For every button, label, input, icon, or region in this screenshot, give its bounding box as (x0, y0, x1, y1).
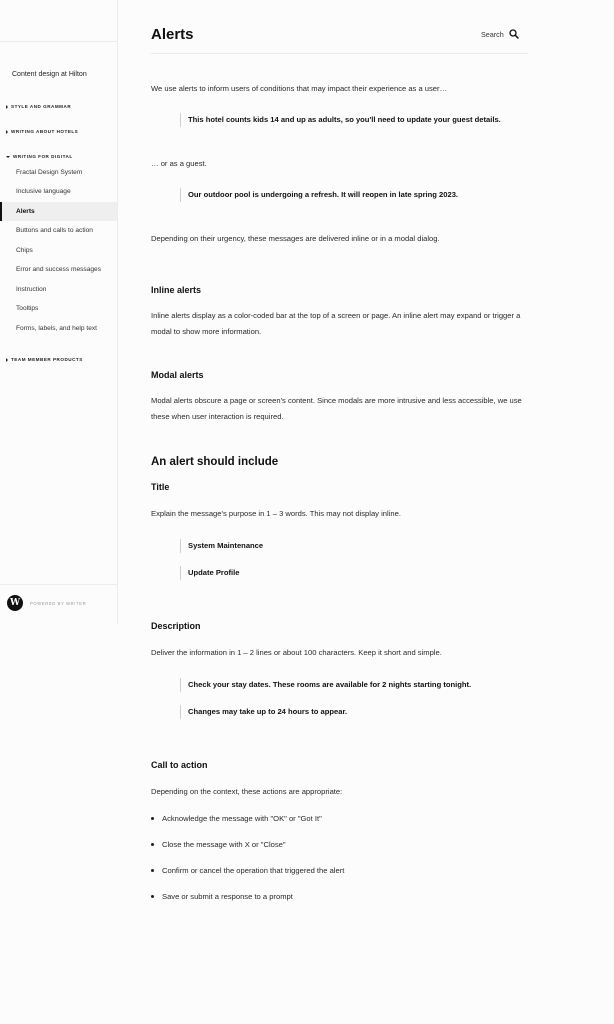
example-quote: This hotel counts kids 14 and up as adults, so you'll need to update your guest details. (180, 113, 501, 127)
example-quote: Changes may take up to 24 hours to appear. (180, 705, 347, 719)
example-quote: Update Profile (180, 566, 239, 580)
sidebar-section-label: WRITING ABOUT HOTELS (11, 129, 79, 134)
sidebar-item-fractal-design-system[interactable]: Fractal Design System (16, 169, 83, 176)
caret-down-icon (6, 156, 10, 158)
sidebar-item-buttons-cta[interactable]: Buttons and calls to action (16, 227, 93, 234)
sidebar-item-error-success[interactable]: Error and success messages (16, 266, 102, 273)
intro-text: We use alerts to inform users of conditions that may impact their experience as a user… (151, 84, 448, 93)
sidebar-top-divider (0, 41, 118, 42)
example-quote: Check your stay dates. These rooms are available for 2 nights starting tonight. (180, 678, 471, 692)
list-item-text: Acknowledge the message with "OK" or "Got It" (162, 814, 322, 823)
sidebar-section-label: TEAM MEMBER PRODUCTS (11, 357, 83, 362)
example-quote: Our outdoor pool is undergoing a refresh. It will reopen in late spring 2023. (180, 188, 458, 202)
modal-alerts-text: Modal alerts obscure a page or screen's content. Since modals are more intrusive and less accessible, we use these when user interaction is required. (151, 396, 522, 421)
sidebar-section-style-grammar[interactable] (6, 104, 71, 109)
sidebar-item-instruction[interactable]: Instruction (16, 286, 47, 293)
header-divider (151, 53, 528, 54)
sidebar-section-label: WRITING FOR DIGITAL (13, 154, 73, 159)
sidebar-section-writing-digital[interactable] (6, 154, 73, 159)
alert-include-heading: An alert should include (151, 456, 279, 468)
bullet-icon (151, 869, 154, 872)
sidebar-home-link[interactable]: Content design at Hilton (12, 71, 87, 78)
title-heading: Title (151, 482, 170, 492)
or-guest-text: … or as a guest. (151, 159, 207, 168)
writer-logo-icon[interactable]: W (7, 595, 23, 611)
sidebar-section-label: STYLE AND GRAMMAR (11, 104, 72, 109)
cta-heading: Call to action (151, 760, 208, 770)
sidebar-item-inclusive-language[interactable]: Inclusive language (16, 188, 71, 195)
delivery-text: Depending on their urgency, these messages are delivered inline or in a modal dialog. (151, 234, 440, 243)
sidebar-section-team-member[interactable] (6, 357, 83, 362)
search-label: Search (481, 29, 504, 39)
sidebar (0, 0, 118, 624)
list-item-text: Save or submit a response to a prompt (162, 892, 293, 901)
list-item-text: Confirm or cancel the operation that triggered the alert (162, 866, 345, 875)
list-item (151, 814, 322, 823)
list-item (151, 866, 344, 875)
description-text: Deliver the information in 1 – 2 lines or about 100 characters. Keep it short and simple. (151, 648, 442, 657)
sidebar-item-chips[interactable]: Chips (16, 247, 33, 254)
title-text: Explain the message's purpose in 1 – 3 words. This may not display inline. (151, 509, 401, 518)
modal-alerts-heading: Modal alerts (151, 370, 204, 380)
page-title: Alerts (151, 26, 194, 43)
bullet-icon (151, 895, 154, 898)
caret-right-icon (6, 130, 8, 134)
example-quote: System Maintenance (180, 539, 263, 553)
search-button[interactable] (481, 28, 520, 40)
list-item (151, 840, 286, 849)
search-icon (508, 28, 520, 40)
description-heading: Description (151, 621, 201, 631)
powered-by-label[interactable]: POWERED BY WRITER (30, 601, 87, 606)
sidebar-item-alerts[interactable]: Alerts (0, 202, 117, 221)
sidebar-item-tooltips[interactable]: Tooltips (16, 305, 39, 312)
sidebar-item-forms-labels[interactable]: Forms, labels, and help text (16, 325, 97, 332)
caret-right-icon (6, 105, 8, 109)
sidebar-section-writing-hotels[interactable] (6, 129, 78, 134)
inline-alerts-heading: Inline alerts (151, 285, 202, 295)
bullet-icon (151, 843, 154, 846)
list-item (151, 892, 293, 901)
inline-alerts-text: Inline alerts display as a color-coded bar at the top of a screen or page. An inline alert may expand or trigger a modal to show more information. (151, 311, 521, 336)
cta-text: Depending on the context, these actions are appropriate: (151, 787, 343, 796)
bullet-icon (151, 817, 154, 820)
caret-right-icon (6, 358, 8, 362)
list-item-text: Close the message with X or "Close" (162, 840, 286, 849)
sidebar-bottom-divider (0, 584, 118, 585)
